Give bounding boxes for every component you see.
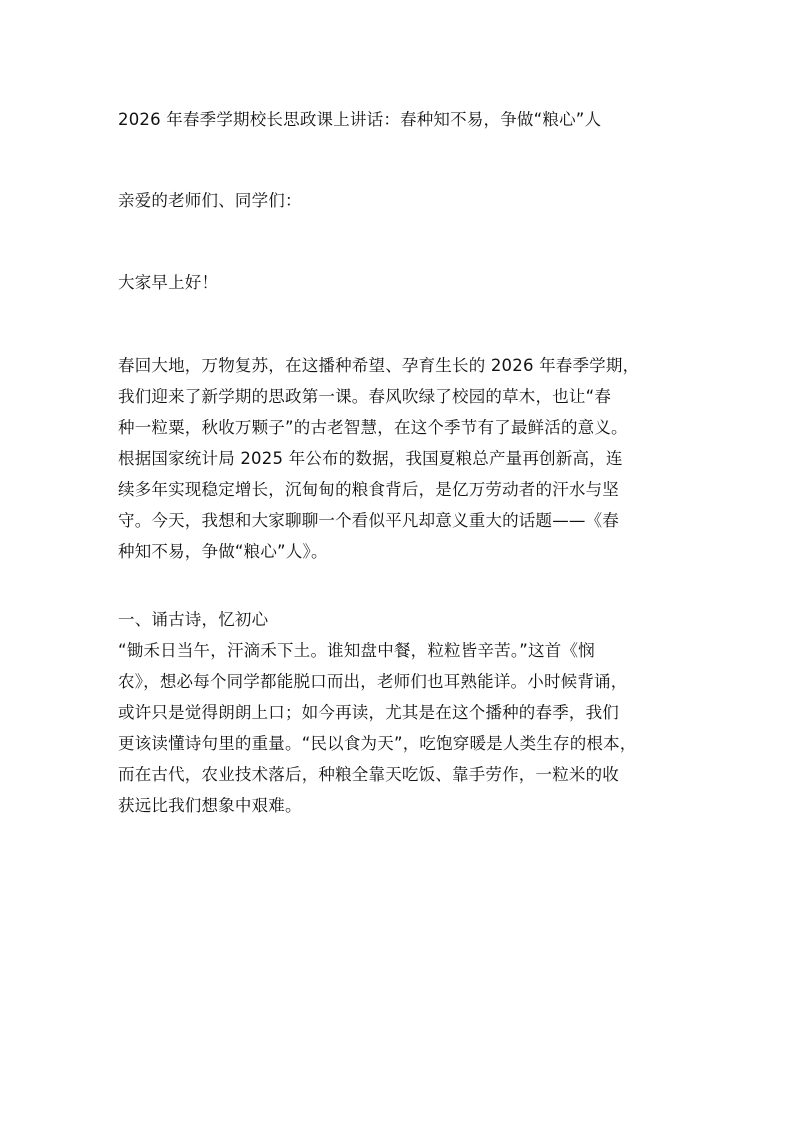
intro-line: 种一粒粟，秋收万颗子”的古老智慧，在这个季节有了最鲜活的意义。 xyxy=(118,418,628,437)
intro-line: 种知不易，争做“粮心”人》。 xyxy=(118,542,328,561)
intro-line: 根据国家统计局 2025 年公布的数据，我国夏粮总产量再创新高，连 xyxy=(118,449,623,468)
section-heading: 一、诵古诗，忆初心 xyxy=(118,610,269,629)
greeting: 大家早上好！ xyxy=(118,273,219,292)
document-title: 2026 年春季学期校长思政课上讲话：春种知不易，争做“粮心”人 xyxy=(118,110,602,129)
section-line: “锄禾日当午，汗滴禾下土。谁知盘中餐，粒粒皆辛苦。”这首《悯 xyxy=(118,641,595,660)
section-line: 或许只是觉得朗朗上口；如今再读，尤其是在这个播种的春季，我们 xyxy=(118,703,619,722)
intro-line: 守。今天，我想和大家聊聊一个看似平凡却意义重大的话题——《春 xyxy=(118,511,619,530)
section-line: 更该读懂诗句里的重量。“民以食为天”，吃饱穿暖是人类生存的根本， xyxy=(118,734,637,753)
intro-line: 我们迎来了新学期的思政第一课。春风吹绿了校园的草木，也让“春 xyxy=(118,387,612,406)
section-line: 农》，想必每个同学都能脱口而出，老师们也耳熟能详。小时候背诵， xyxy=(118,672,628,691)
salutation: 亲爱的老师们、同学们： xyxy=(118,191,302,210)
section-line: 获远比我们想象中艰难。 xyxy=(118,796,302,815)
intro-line: 春回大地，万物复苏，在这播种希望、孕育生长的 2026 年春季学期， xyxy=(118,356,640,375)
intro-line: 续多年实现稳定增长，沉甸甸的粮食背后，是亿万劳动者的汗水与坚 xyxy=(118,480,619,499)
section-line: 而在古代，农业技术落后，种粮全靠天吃饭、靠手劳作，一粒米的收 xyxy=(118,765,619,784)
